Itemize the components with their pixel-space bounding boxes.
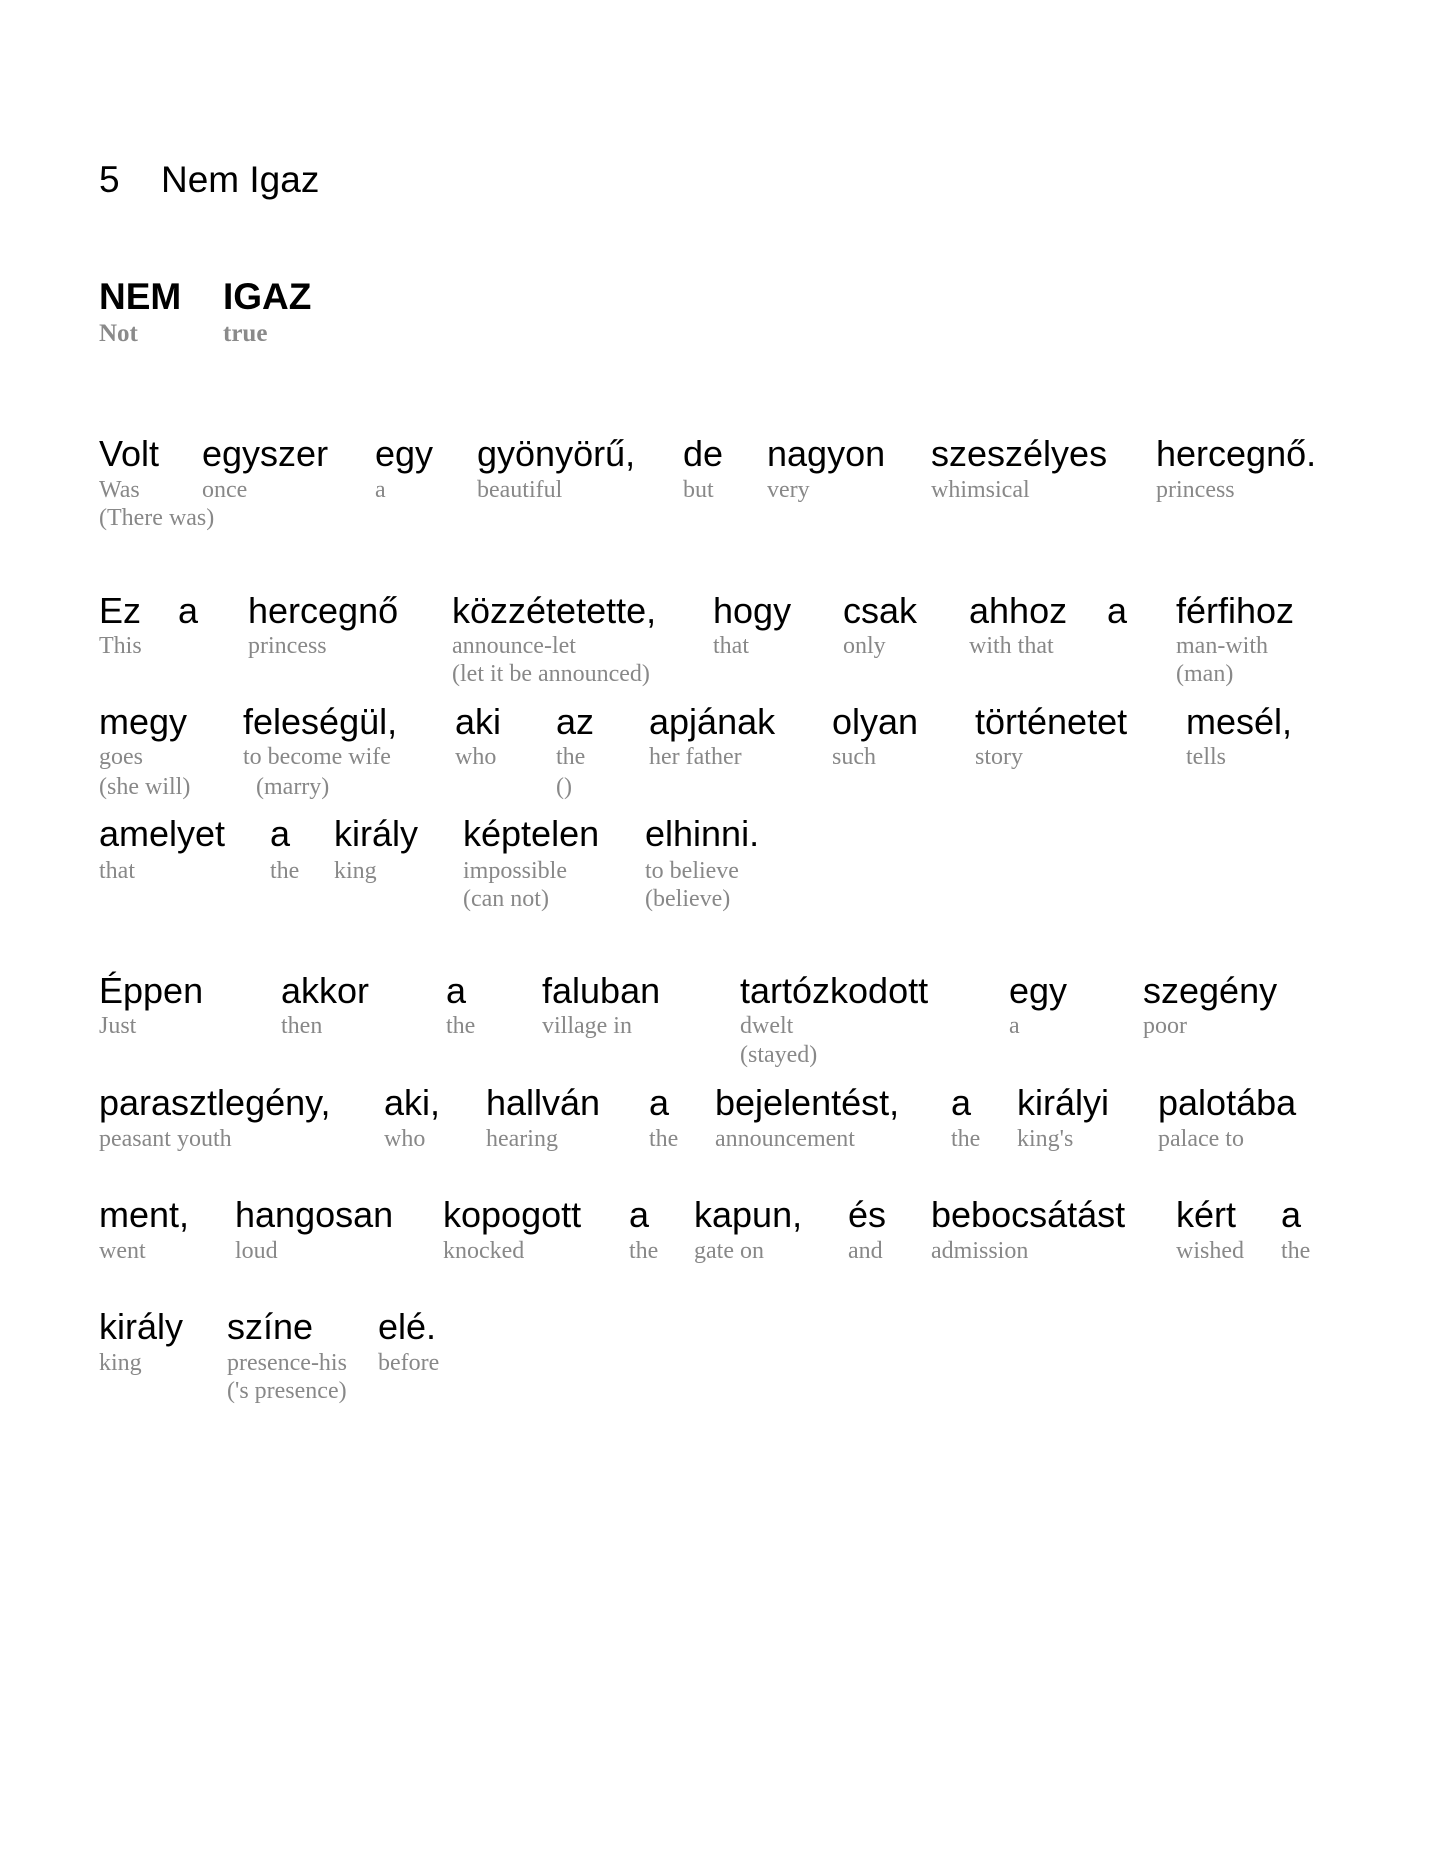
english-gloss: knocked: [443, 1238, 525, 1264]
english-gloss: king: [99, 1350, 142, 1376]
english-gloss: the: [951, 1126, 981, 1152]
english-gloss: dwelt: [740, 1013, 794, 1039]
english-gloss: only: [843, 633, 886, 659]
hungarian-word: a: [1107, 590, 1128, 631]
english-gloss: the: [270, 858, 300, 884]
hungarian-word: ment,: [99, 1194, 190, 1235]
heading-gloss: Not: [99, 320, 138, 347]
hungarian-word: a: [178, 590, 199, 631]
hungarian-word: aki,: [384, 1082, 441, 1123]
hungarian-word: hercegnő: [248, 590, 399, 631]
english-gloss-alt: (believe): [645, 886, 731, 912]
hungarian-word: csak: [843, 590, 918, 631]
chapter-title: Nem Igaz: [161, 159, 320, 200]
english-gloss: palace to: [1158, 1126, 1244, 1152]
hungarian-word: egy: [1009, 970, 1068, 1011]
hungarian-word: tartózkodott: [740, 970, 929, 1011]
english-gloss: the: [1281, 1238, 1311, 1264]
english-gloss: a: [1009, 1013, 1020, 1039]
hungarian-word: hogy: [713, 590, 792, 631]
hungarian-word: király: [334, 813, 419, 854]
english-gloss: who: [384, 1126, 426, 1152]
hungarian-word: parasztlegény,: [99, 1082, 331, 1123]
hungarian-word: a: [649, 1082, 670, 1123]
english-gloss: with that: [969, 633, 1054, 659]
english-gloss: her father: [649, 744, 742, 770]
english-gloss: loud: [235, 1238, 278, 1264]
hungarian-word: bebocsátást: [931, 1194, 1126, 1235]
english-gloss: impossible: [463, 858, 568, 884]
hungarian-word: gyönyörű,: [477, 433, 636, 474]
english-gloss: that: [713, 633, 749, 659]
english-gloss: goes: [99, 744, 143, 770]
hungarian-word: kért: [1176, 1194, 1237, 1235]
english-gloss: a: [375, 477, 386, 503]
english-gloss: whimsical: [931, 477, 1030, 503]
english-gloss: who: [455, 744, 497, 770]
hungarian-word: hallván: [486, 1082, 601, 1123]
english-gloss: poor: [1143, 1013, 1187, 1039]
english-gloss-alt: ('s presence): [227, 1378, 347, 1404]
english-gloss: to become wife: [243, 744, 391, 770]
hungarian-word: mesél,: [1186, 701, 1293, 742]
heading-gloss: true: [223, 320, 268, 347]
english-gloss: the: [556, 744, 586, 770]
english-gloss: Was: [99, 477, 140, 503]
english-gloss: and: [848, 1238, 883, 1264]
english-gloss-alt: (let it be announced): [452, 661, 650, 687]
english-gloss: very: [767, 477, 810, 503]
english-gloss: such: [832, 744, 876, 770]
hungarian-word: Éppen: [99, 970, 204, 1011]
english-gloss: man-with: [1176, 633, 1268, 659]
hungarian-word: a: [1281, 1194, 1302, 1235]
english-gloss: village in: [542, 1013, 632, 1039]
hungarian-word: hercegnő.: [1156, 433, 1317, 474]
hungarian-word: király: [99, 1306, 184, 1347]
hungarian-word: de: [683, 433, 724, 474]
hungarian-word: királyi: [1017, 1082, 1110, 1123]
english-gloss: announcement: [715, 1126, 855, 1152]
english-gloss: once: [202, 477, 248, 503]
hungarian-word: történetet: [975, 701, 1128, 742]
hungarian-word: kapun,: [694, 1194, 803, 1235]
hungarian-word: elé.: [378, 1306, 437, 1347]
hungarian-word: Volt: [99, 433, 160, 474]
hungarian-word: férfihoz: [1176, 590, 1295, 631]
hungarian-word: feleségül,: [243, 701, 398, 742]
hungarian-word: a: [270, 813, 291, 854]
hungarian-word: közzétetette,: [452, 590, 657, 631]
hungarian-word: a: [446, 970, 467, 1011]
hungarian-word: megy: [99, 701, 188, 742]
hungarian-word: bejelentést,: [715, 1082, 900, 1123]
hungarian-word: a: [951, 1082, 972, 1123]
english-gloss-alt: (): [556, 774, 572, 800]
english-gloss-alt: (There was): [99, 505, 215, 531]
english-gloss: to believe: [645, 858, 739, 884]
english-gloss: gate on: [694, 1238, 764, 1264]
english-gloss: peasant youth: [99, 1126, 232, 1152]
english-gloss: the: [629, 1238, 659, 1264]
english-gloss: the: [446, 1013, 476, 1039]
hungarian-word: aki: [455, 701, 502, 742]
english-gloss: announce-let: [452, 633, 576, 659]
english-gloss-alt: (marry): [256, 774, 330, 800]
hungarian-word: és: [848, 1194, 887, 1235]
hungarian-word: az: [556, 701, 595, 742]
english-gloss: This: [99, 633, 142, 659]
hungarian-word: képtelen: [463, 813, 600, 854]
hungarian-word: nagyon: [767, 433, 886, 474]
hungarian-word: a: [629, 1194, 650, 1235]
hungarian-word: apjának: [649, 701, 776, 742]
english-gloss: then: [281, 1013, 323, 1039]
english-gloss-alt: (she will): [99, 774, 191, 800]
english-gloss: but: [683, 477, 714, 503]
english-gloss: went: [99, 1238, 146, 1264]
heading-word: NEM: [99, 276, 182, 317]
hungarian-word: szeszélyes: [931, 433, 1108, 474]
english-gloss: hearing: [486, 1126, 558, 1152]
english-gloss: king's: [1017, 1126, 1074, 1152]
english-gloss-alt: (man): [1176, 661, 1234, 687]
english-gloss: wished: [1176, 1238, 1244, 1264]
chapter-number: 5: [99, 159, 120, 200]
hungarian-word: olyan: [832, 701, 919, 742]
english-gloss: before: [378, 1350, 440, 1376]
hungarian-word: egyszer: [202, 433, 329, 474]
hungarian-word: színe: [227, 1306, 314, 1347]
english-gloss: princess: [248, 633, 327, 659]
hungarian-word: faluban: [542, 970, 661, 1011]
hungarian-word: palotába: [1158, 1082, 1297, 1123]
english-gloss: presence-his: [227, 1350, 347, 1376]
hungarian-word: egy: [375, 433, 434, 474]
hungarian-word: hangosan: [235, 1194, 394, 1235]
hungarian-word: akkor: [281, 970, 370, 1011]
hungarian-word: ahhoz: [969, 590, 1068, 631]
hungarian-word: szegény: [1143, 970, 1278, 1011]
hungarian-word: elhinni.: [645, 813, 760, 854]
english-gloss: Just: [99, 1013, 137, 1039]
english-gloss: princess: [1156, 477, 1235, 503]
hungarian-word: Ez: [99, 590, 142, 631]
english-gloss-alt: (can not): [463, 886, 549, 912]
english-gloss: king: [334, 858, 377, 884]
english-gloss: tells: [1186, 744, 1226, 770]
english-gloss: admission: [931, 1238, 1029, 1264]
english-gloss: that: [99, 858, 135, 884]
english-gloss-alt: (stayed): [740, 1042, 818, 1068]
hungarian-word: amelyet: [99, 813, 226, 854]
hungarian-word: kopogott: [443, 1194, 582, 1235]
english-gloss: story: [975, 744, 1023, 770]
english-gloss: beautiful: [477, 477, 563, 503]
heading-word: IGAZ: [223, 276, 312, 317]
english-gloss: the: [649, 1126, 679, 1152]
